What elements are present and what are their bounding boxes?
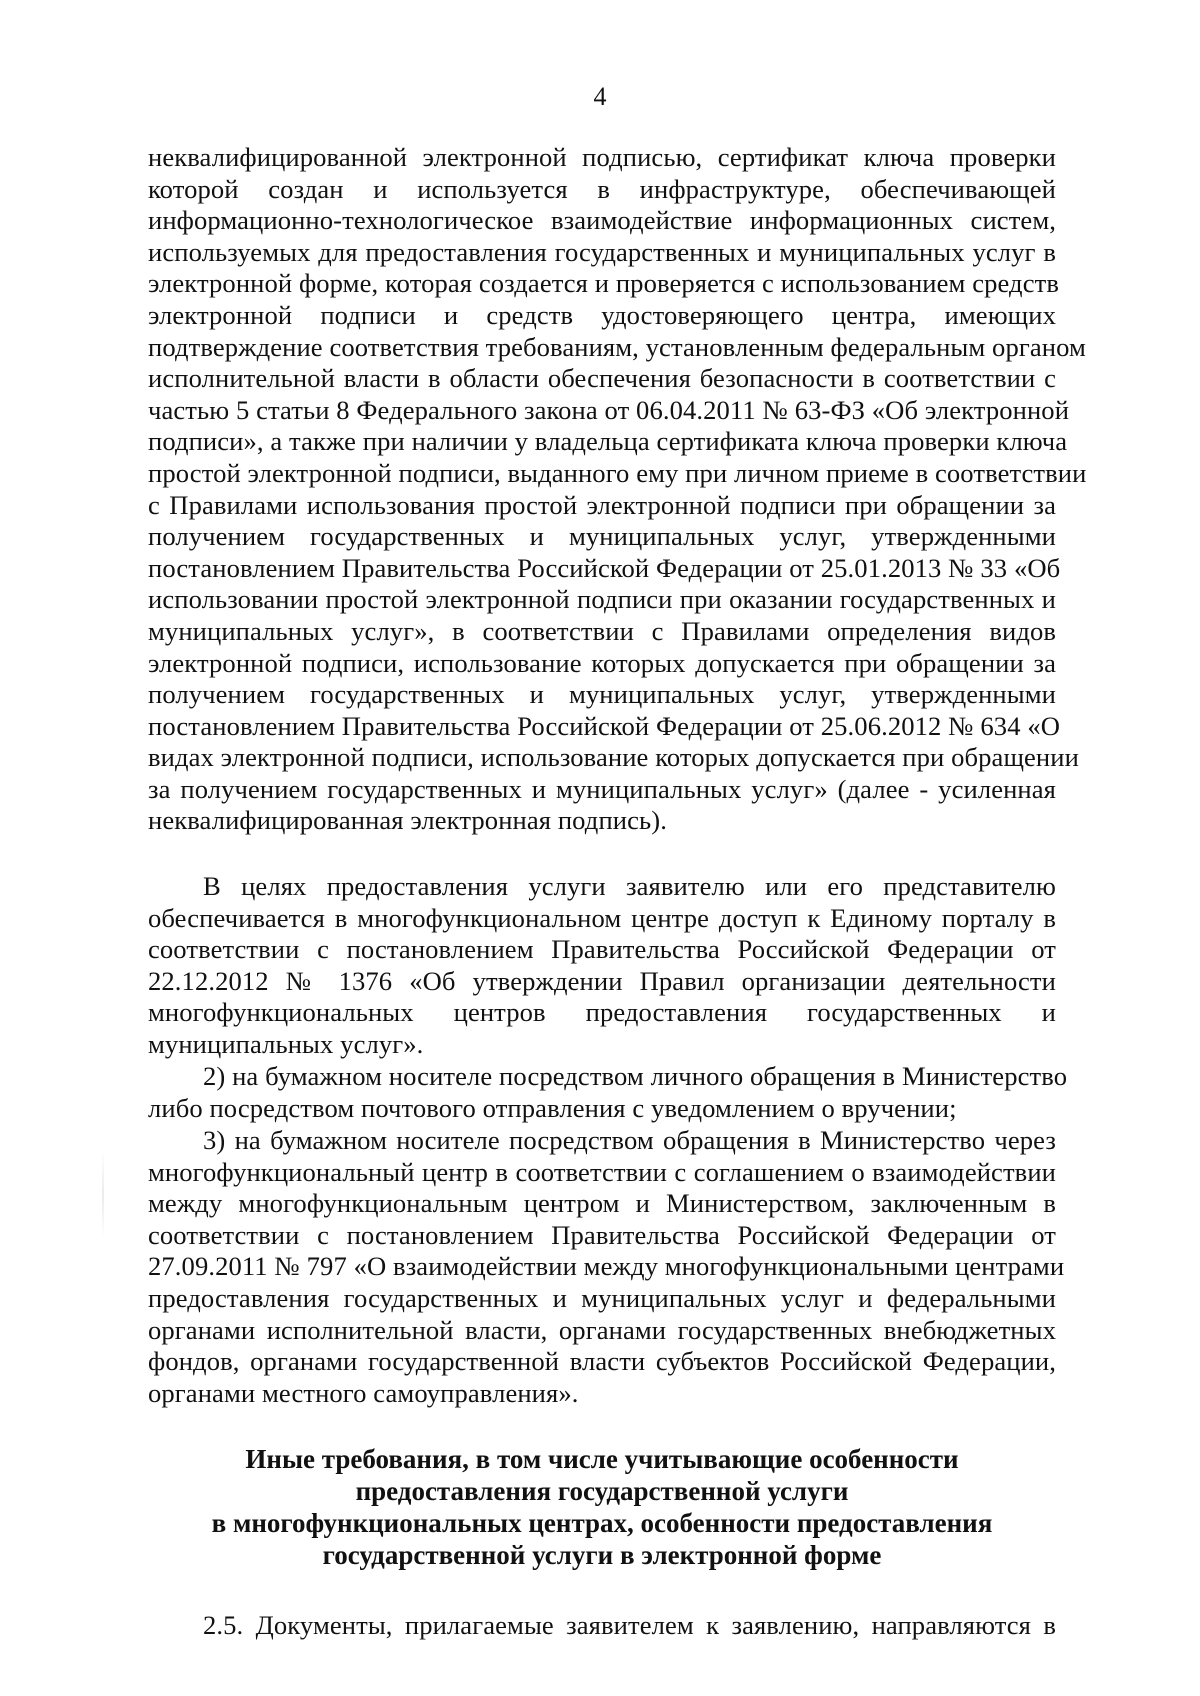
paragraph-line: подписи», а также при наличии у владельца сертификата ключа проверки ключа <box>148 426 1068 457</box>
paragraph-line: предоставления государственных и муниципальных услуг и федеральными <box>148 1282 1056 1313</box>
paragraph-item-3 <box>148 1125 1065 1409</box>
paragraph-line: многофункциональный центр в соответствии с соглашением о взаимодействии <box>148 1156 1056 1187</box>
paragraph-line: многофункциональных центров предоставления государственных и <box>148 997 1056 1028</box>
paragraph-line: соответствии с постановлением Правительства Российской Федерации от <box>148 1219 1056 1250</box>
paragraph-line: 22.12.2012 № 1376 «Об утверждении Правил организации деятельности <box>148 965 1056 996</box>
paragraph-line: 3) на бумажном носителе посредством обращения в Министерство через <box>203 1125 1056 1155</box>
paragraph-line: органами местного самоуправления». <box>148 1377 579 1408</box>
paragraph-line: получением государственных и муниципальных услуг, утвержденными <box>148 679 1056 710</box>
paragraph-line: видах электронной подписи, использование которых допускается при обращении <box>148 742 1079 773</box>
paragraph-line: с Правилами использования простой электронной подписи при обращении за <box>148 489 1056 520</box>
heading-line: предоставления государственной услуги <box>355 1476 849 1506</box>
heading-line: Иные требования, в том числе учитывающие особенности <box>245 1444 959 1474</box>
paragraph-line: фондов, органами государственной власти субъектов Российской Федерации, <box>148 1346 1056 1377</box>
paragraph-item-2 <box>148 1061 1068 1124</box>
paragraph-line: частью 5 статьи 8 Федерального закона от 06.04.2011 № 63-ФЗ «Об электронной <box>148 394 1070 425</box>
paragraph-line: получением государственных и муниципальных услуг, утвержденными <box>148 521 1056 552</box>
paragraph-line: исполнительной власти в области обеспечения безопасности в соответствии с <box>148 363 1056 394</box>
paragraph-2-5 <box>148 1610 1056 1642</box>
scan-artifact <box>102 1150 104 1240</box>
paragraph-signature-definition <box>148 142 1087 837</box>
paragraph-line: электронной подписи и средств удостоверяющего центра, имеющих <box>148 299 1056 330</box>
paragraph-line: 2) на бумажном носителе посредством личного обращения в Министерство <box>203 1061 1068 1091</box>
paragraph-line: использовании простой электронной подписи при оказании государственных и <box>148 584 1056 615</box>
paragraph-line: либо посредством почтового отправления с уведомлением о вручении; <box>148 1092 957 1123</box>
heading-line: государственной услуги в электронной форме <box>322 1540 882 1570</box>
paragraph-line: информационно-технологическое взаимодействие информационных систем, <box>148 205 1056 236</box>
paragraph-line: 27.09.2011 № 797 «О взаимодействии между многофункциональными центрами <box>148 1251 1065 1282</box>
paragraph-line: которой создан и используется в инфраструктуре, обеспечивающей <box>148 173 1056 204</box>
paragraph-line: используемых для предоставления государственных и муниципальных услуг в <box>148 236 1056 267</box>
paragraph-line: между многофункциональным центром и Министерством, заключенным в <box>148 1188 1056 1219</box>
paragraph-line: муниципальных услуг». <box>148 1028 424 1059</box>
paragraph-line: муниципальных услуг», в соответствии с Правилами определения видов <box>148 615 1056 646</box>
page-number: 4 <box>593 82 607 111</box>
paragraph-line: органами исполнительной власти, органами государственных внебюджетных <box>148 1314 1056 1345</box>
paragraph-line: В целях предоставления услуги заявителю или его представителю <box>203 871 1056 901</box>
paragraph-line: 2.5. Документы, прилагаемые заявителем к заявлению, направляются в <box>203 1610 1056 1640</box>
paragraph-line: неквалифицированная электронная подпись). <box>148 805 667 836</box>
paragraph-line: простой электронной подписи, выданного ему при личном приеме в соответствии <box>148 457 1087 488</box>
paragraph-portal-access <box>148 871 1056 1061</box>
paragraph-line: за получением государственных и муниципальных услуг» (далее - усиленная <box>148 773 1056 804</box>
paragraph-line: электронной подписи, использование которых допускается при обращении за <box>148 647 1056 678</box>
heading-line: в многофункциональных центрах, особенности предоставления <box>211 1508 993 1538</box>
paragraph-line: постановлением Правительства Российской Федерации от 25.06.2012 № 634 «О <box>148 710 1061 741</box>
paragraph-line: неквалифицированной электронной подписью, сертификат ключа проверки <box>148 142 1056 172</box>
paragraph-line: соответствии с постановлением Правительства Российской Федерации от <box>148 934 1056 965</box>
paragraph-line: электронной форме, которая создается и проверяется с использованием средств <box>148 268 1059 299</box>
paragraph-line: подтверждение соответствия требованиям, установленным федеральным органом <box>148 331 1086 362</box>
paragraph-line: постановлением Правительства Российской Федерации от 25.01.2013 № 33 «Об <box>148 552 1061 583</box>
paragraph-line: обеспечивается в многофункциональном центре доступ к Единому порталу в <box>148 902 1056 933</box>
section-heading <box>148 1443 1056 1571</box>
